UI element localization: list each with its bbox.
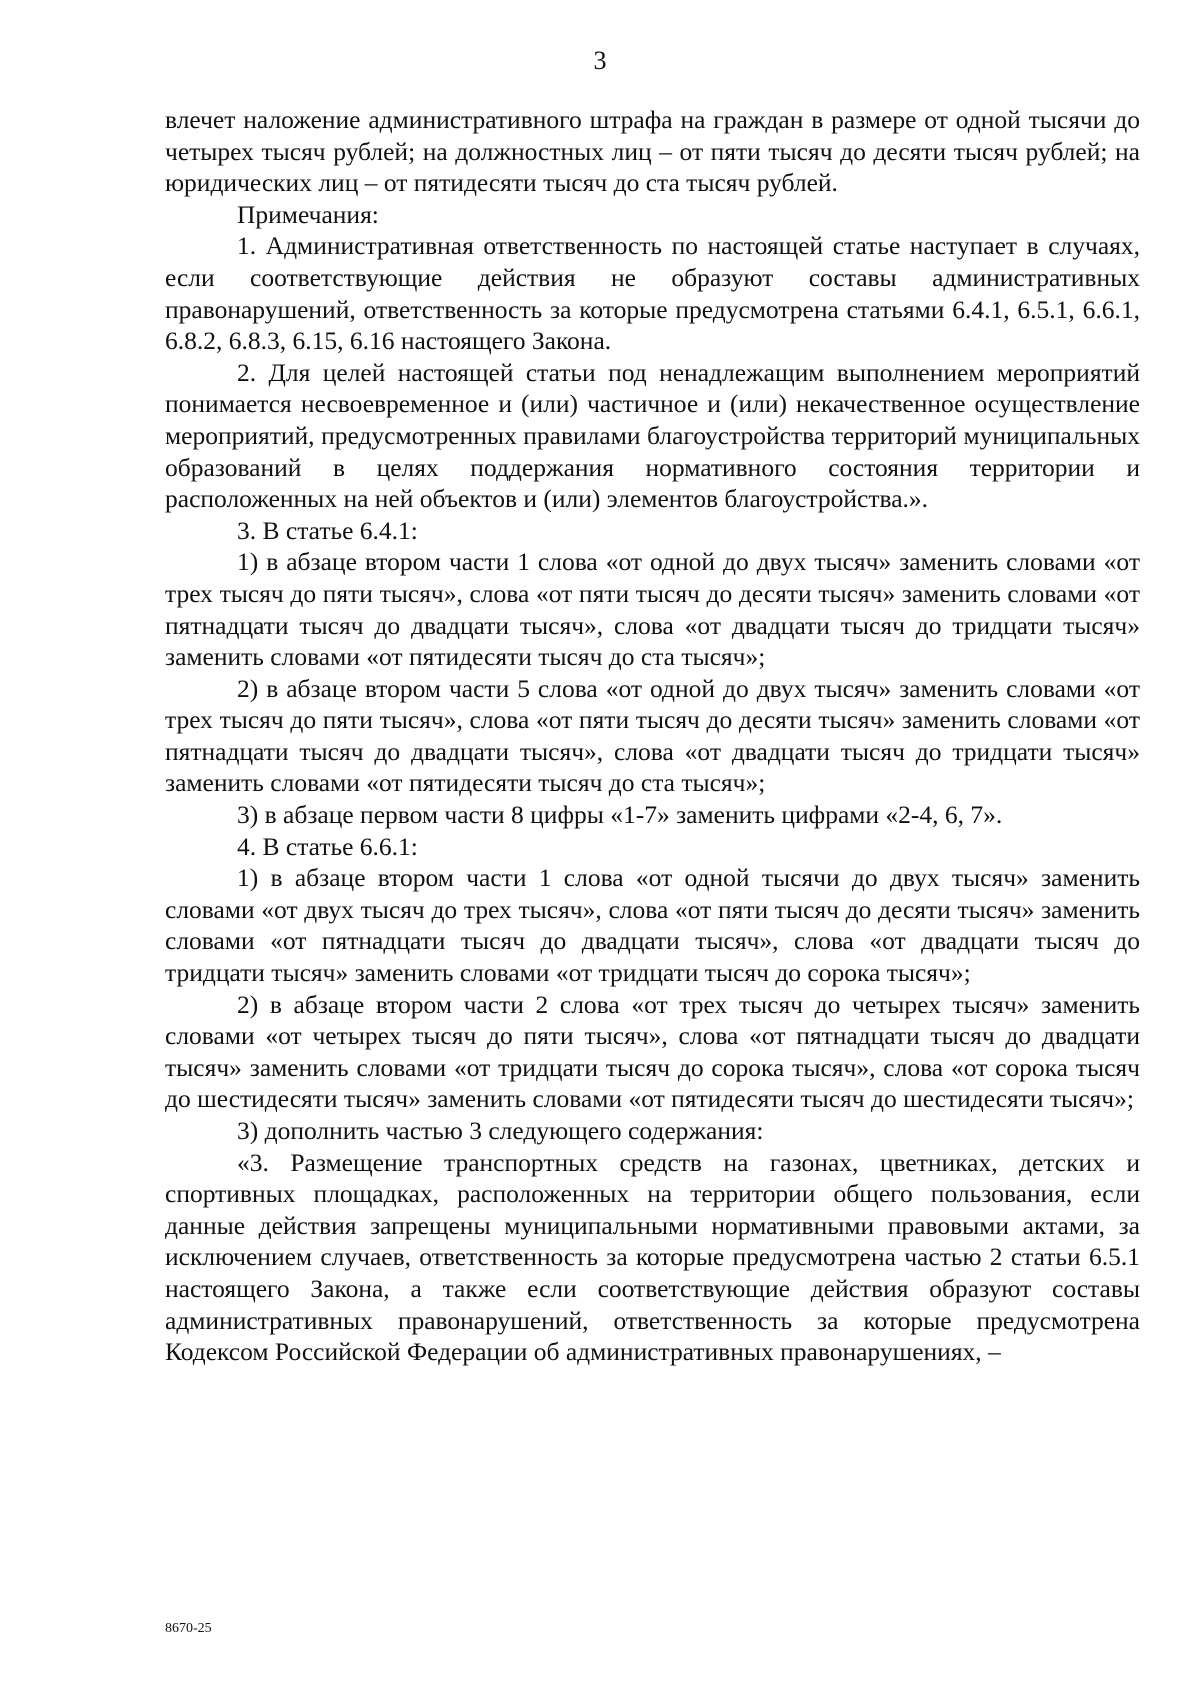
document-body (165, 104, 1140, 1368)
paragraph-note-1: 1. Административная ответственность по настоящей статье наступает в случаях, если соответствующие действия не образуют составы административных правонарушений, ответственность за которые предусмотрена статьями 6.4.1, 6.5.1, 6.6.1, 6.8.2, 6.8.3, 6.15, 6.16 настоящего Закона. (165, 231, 1140, 356)
paragraph-article-6-6-1-item-3: 3) дополнить частью 3 следующего содержания: (237, 1116, 764, 1145)
paragraph-article-6-4-1-item-1: 1) в абзаце втором части 1 слова «от одной до двух тысяч» заменить словами «от трех тысяч до пяти тысяч», слова «от пяти тысяч до десяти тысяч» заменить словами «от пятнадцати тысяч до двадцати тысяч», слова «от двадцати тысяч до тридцати тысяч» заменить словами «от пятидесяти тысяч до ста тысяч»; (165, 547, 1140, 672)
paragraph-article-6-6-1-item-2: 2) в абзаце втором части 2 слова «от трех тысяч до четырех тысяч» заменить словами «от четырех тысяч до пяти тысяч», слова «от пятнадцати тысяч до двадцати тысяч» заменить словами «от тридцати тысяч до сорока тысяч», слова «от сорока тысяч до шестидесяти тысяч» заменить словами «от пятидесяти тысяч до шестидесяти тысяч»; (165, 989, 1140, 1114)
paragraph-article-6-4-1-item-3: 3) в абзаце первом части 8 цифры «1-7» заменить цифрами «2-4, 6, 7». (237, 800, 1003, 830)
paragraph-article-6-6-1-heading: 4. В статье 6.6.1: (237, 831, 418, 861)
paragraph-article-6-4-1-heading: 3. В статье 6.4.1: (237, 515, 418, 545)
paragraph-article-6-6-1-item-1: 1) в абзаце втором части 1 слова «от одной тысячи до двух тысяч» заменить словами «от двух тысяч до трех тысяч», слова «от пяти тысяч до десяти тысяч» заменить словами «от пятнадцати тысяч до двадцати тысяч», слова «от двадцати тысяч до тридцати тысяч» заменить словами «от тридцати тысяч до сорока тысяч»; (165, 863, 1140, 988)
page-number: 3 (593, 46, 607, 75)
paragraph-article-6-4-1-item-2: 2) в абзаце втором части 5 слова «от одной до двух тысяч» заменить словами «от трех тысяч до пяти тысяч», слова «от пяти тысяч до десяти тысяч» заменить словами «от пятнадцати тысяч до двадцати тысяч», слова «от двадцати тысяч до тридцати тысяч» заменить словами «от пятидесяти тысяч до ста тысяч»; (165, 673, 1140, 798)
paragraph-penalty-continuation: влечет наложение административного штрафа на граждан в размере от одной тысячи до четырех тысяч рублей; на должностных лиц – от пяти тысяч до десяти тысяч рублей; на юридических лиц – от пятидесяти тысяч до ста тысяч рублей. (165, 105, 1140, 198)
paragraph-new-part-3: «3. Размещение транспортных средств на газонах, цветниках, детских и спортивных площадках, расположенных на территории общего пользования, если данные действия запрещены муниципальными нормативными правовыми актами, за исключением случаев, ответственность за которые предусмотрена частью 2 статьи 6.5.1 настоящего Закона, а также если соответствующие действия образуют составы административных правонарушений, ответственность за которые предусмотрена Кодексом Российской Федерации об административных правонарушениях, – (165, 1147, 1140, 1367)
document-code: 8670-25 (165, 1621, 212, 1636)
paragraph-note-2: 2. Для целей настоящей статьи под ненадлежащим выполнением мероприятий понимается несвоевременное и (или) частичное и (или) некачественное осуществление мероприятий, предусмотренных правилами благоустройства территорий муниципальных образований в целях поддержания нормативного состояния территории и расположенных на ней объектов и (или) элементов благоустройства.». (165, 357, 1140, 514)
paragraph-notes-heading: Примечания: (237, 199, 379, 229)
